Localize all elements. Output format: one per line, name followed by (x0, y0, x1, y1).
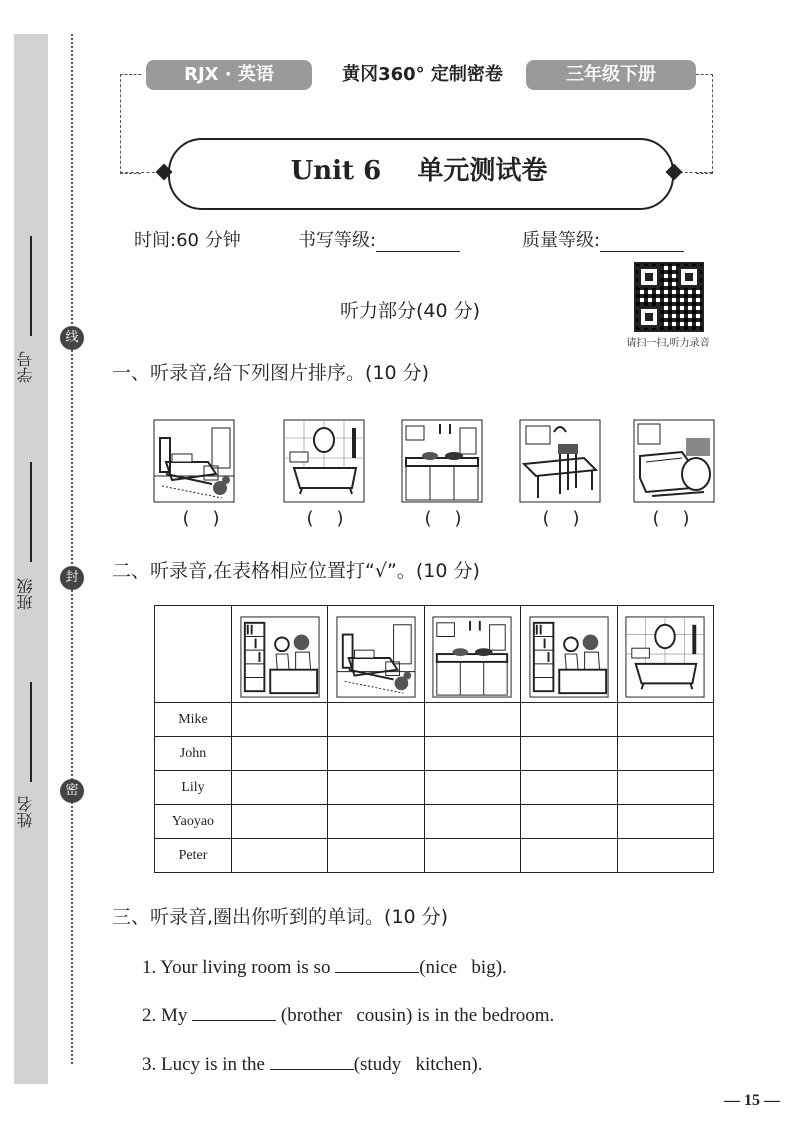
header-dash-bottom-left (120, 172, 160, 173)
page-title: Unit 6 单元测试卷 (290, 156, 548, 186)
answer-blank-3[interactable] (270, 1051, 354, 1070)
time-info: 时间:60 分钟 (134, 230, 241, 251)
section3-title: 三、听录音,圈出你听到的单词。(10 分) (112, 906, 449, 928)
seal-secret-mark: 密 (60, 779, 84, 803)
section2-title: 二、听录音,在表格相应位置打“√”。(10 分) (112, 560, 480, 582)
listening-heading: 听力部分(40 分) (340, 300, 481, 322)
qr-finder (638, 266, 660, 288)
check-cell[interactable] (424, 771, 520, 805)
writing-grade-label: 书写等级: (298, 230, 377, 251)
question-2-options: (brother cousin) is in the bedroom. (276, 1005, 555, 1026)
check-cell[interactable] (232, 703, 328, 737)
check-cell[interactable] (328, 839, 424, 873)
name-label: 姓名 (16, 796, 35, 828)
answer-paren-1[interactable]: ( ) (182, 508, 220, 529)
table-row (155, 737, 714, 771)
check-cell[interactable] (617, 703, 713, 737)
qr-code-icon[interactable] (634, 262, 704, 332)
answer-paren-2[interactable]: ( ) (306, 508, 344, 529)
check-cell[interactable] (328, 805, 424, 839)
check-cell[interactable] (424, 703, 520, 737)
answer-paren-4[interactable]: ( ) (542, 508, 580, 529)
qr-finder (638, 306, 660, 328)
check-cell[interactable] (424, 839, 520, 873)
row-name: Peter (155, 839, 232, 873)
table-row (155, 771, 714, 805)
cut-line (71, 34, 73, 1064)
table-header-row (155, 606, 714, 703)
question-3-options: (study kitchen). (353, 1054, 483, 1075)
check-cell[interactable] (424, 737, 520, 771)
check-cell[interactable] (328, 771, 424, 805)
table-row (155, 703, 714, 737)
check-cell[interactable] (328, 737, 424, 771)
bedroom-icon (152, 418, 236, 504)
dining-room-icon (518, 418, 602, 504)
checkmark-table (154, 605, 714, 873)
answer-blank-2[interactable] (192, 1002, 276, 1021)
grade-pill: 三年级下册 (526, 60, 696, 90)
check-cell[interactable] (232, 771, 328, 805)
section1-title: 一、听录音,给下列图片排序。(10 分) (112, 362, 430, 384)
table-row (155, 839, 714, 873)
check-cell[interactable] (521, 737, 617, 771)
writing-grade-blank (376, 233, 460, 252)
check-cell[interactable] (521, 839, 617, 873)
header-dash-right (696, 74, 713, 174)
row-name: John (155, 737, 232, 771)
student-id-blank (30, 236, 32, 336)
bathroom-icon (623, 615, 707, 699)
quality-grade-blank (600, 233, 684, 252)
class-label: 班级 (16, 578, 35, 610)
row-name: Mike (155, 703, 232, 737)
answer-paren-3[interactable]: ( ) (424, 508, 462, 529)
header-dash-bottom-right (680, 172, 712, 173)
check-cell[interactable] (521, 771, 617, 805)
page-number: — 15 — (724, 1092, 780, 1109)
check-cell[interactable] (521, 703, 617, 737)
class-blank (30, 462, 32, 562)
table-corner-cell (155, 606, 232, 703)
check-cell[interactable] (328, 703, 424, 737)
bathroom-icon (282, 418, 366, 504)
table-header-cell (232, 606, 328, 703)
row-name: Lily (155, 771, 232, 805)
kitchen-icon (430, 615, 514, 699)
table-header-cell (328, 606, 424, 703)
check-cell[interactable] (617, 737, 713, 771)
table-header-cell (424, 606, 520, 703)
seal-seal-mark: 封 (60, 566, 84, 590)
check-cell[interactable] (232, 839, 328, 873)
check-cell[interactable] (521, 805, 617, 839)
student-id-label: 学号 (16, 351, 35, 383)
living-room-icon (632, 418, 716, 504)
question-3-text: 3. Lucy is in the (142, 1054, 270, 1075)
quality-grade (522, 226, 684, 252)
check-cell[interactable] (617, 771, 713, 805)
check-cell[interactable] (424, 805, 520, 839)
seal-line-mark: 线 (60, 326, 84, 350)
question-1-options: (nice big). (419, 957, 507, 978)
row-name: Yaoyao (155, 805, 232, 839)
qr-finder (678, 266, 700, 288)
qr-caption: 请扫一扫,听力录音 (626, 338, 710, 349)
question-1-text: 1. Your living room is so (142, 957, 336, 978)
table-row (155, 805, 714, 839)
dining-room-icon (527, 615, 611, 699)
question-3 (142, 1051, 482, 1076)
header-dash-left (120, 74, 141, 174)
kitchen-icon (400, 418, 484, 504)
table-header-cell (521, 606, 617, 703)
writing-grade (298, 226, 460, 252)
question-2-text: 2. My (142, 1005, 193, 1026)
question-2 (142, 1002, 554, 1027)
answer-blank-1[interactable] (335, 954, 419, 973)
table-header-cell (617, 606, 713, 703)
question-1 (142, 954, 507, 979)
quality-grade-label: 质量等级: (522, 230, 601, 251)
study-icon (238, 615, 322, 699)
name-blank (30, 682, 32, 782)
check-cell[interactable] (232, 737, 328, 771)
check-cell[interactable] (617, 805, 713, 839)
series-title: 黄冈360° 定制密卷 (342, 64, 503, 85)
check-cell[interactable] (617, 839, 713, 873)
check-cell[interactable] (232, 805, 328, 839)
bedroom-icon (334, 615, 418, 699)
subject-pill: RJX · 英语 (146, 60, 312, 90)
answer-paren-5[interactable]: ( ) (652, 508, 690, 529)
